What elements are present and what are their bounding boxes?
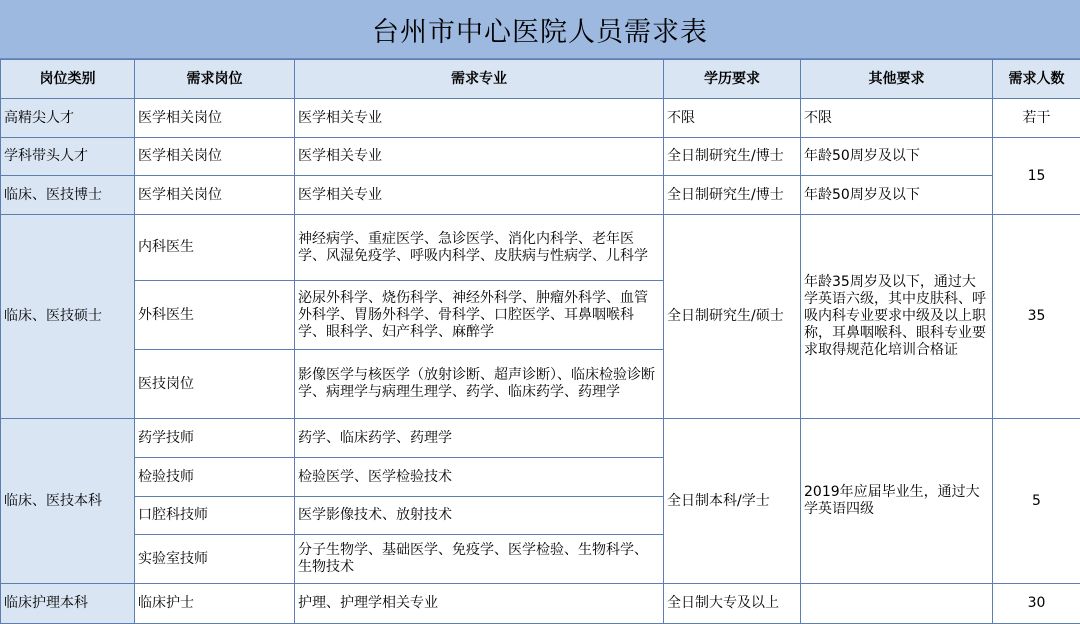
position-cell: 实验室技师 <box>135 535 295 584</box>
major-cell: 医学相关专业 <box>295 176 664 215</box>
page-title: 台州市中心医院人员需求表 <box>0 0 1080 59</box>
table-row <box>1 584 1080 624</box>
count-cell: 5 <box>993 419 1080 584</box>
education-cell: 全日制研究生/博士 <box>664 138 801 176</box>
table-row <box>1 99 1080 138</box>
major-cell: 医学相关专业 <box>295 138 664 176</box>
header-count: 需求人数 <box>993 60 1080 99</box>
header-row <box>1 60 1080 99</box>
position-cell: 医学相关岗位 <box>135 99 295 138</box>
other-cell <box>801 584 993 624</box>
other-cell: 2019年应届毕业生，通过大学英语四级 <box>801 419 993 584</box>
table-row <box>1 419 1080 458</box>
header-education: 学历要求 <box>664 60 801 99</box>
position-cell: 检验技师 <box>135 458 295 497</box>
category-cell: 临床、医技博士 <box>1 176 135 215</box>
position-cell: 外科医生 <box>135 281 295 350</box>
category-cell: 临床、医技硕士 <box>1 215 135 419</box>
count-cell: 15 <box>993 138 1080 215</box>
position-cell: 医学相关岗位 <box>135 138 295 176</box>
major-cell: 影像医学与核医学（放射诊断、超声诊断）、临床检验诊断学、病理学与病理生理学、药学、临床药学、药理学 <box>295 350 664 419</box>
header-position: 需求岗位 <box>135 60 295 99</box>
table-row <box>1 176 1080 215</box>
position-cell: 医技岗位 <box>135 350 295 419</box>
category-cell: 临床、医技本科 <box>1 419 135 584</box>
other-cell: 年龄35周岁及以下，通过大学英语六级，其中皮肤科、呼吸内科专业要求中级及以上职称，耳鼻咽喉科、眼科专业要求取得规范化培训合格证 <box>801 215 993 419</box>
count-cell: 若干 <box>993 99 1080 138</box>
major-cell: 神经病学、重症医学、急诊医学、消化内科学、老年医学、风湿免疫学、呼吸内科学、皮肤病与性病学、儿科学 <box>295 215 664 281</box>
position-cell: 药学技师 <box>135 419 295 458</box>
major-cell: 药学、临床药学、药理学 <box>295 419 664 458</box>
major-cell: 医学相关专业 <box>295 99 664 138</box>
header-major: 需求专业 <box>295 60 664 99</box>
category-cell: 学科带头人才 <box>1 138 135 176</box>
category-cell: 高精尖人才 <box>1 99 135 138</box>
header-category: 岗位类别 <box>1 60 135 99</box>
table-row <box>1 138 1080 176</box>
education-cell: 不限 <box>664 99 801 138</box>
category-cell: 临床护理本科 <box>1 584 135 624</box>
major-cell: 泌尿外科学、烧伤科学、神经外科学、肿瘤外科学、血管外科学、胃肠外科学、骨科学、口腔医学、耳鼻咽喉科学、眼科学、妇产科学、麻醉学 <box>295 281 664 350</box>
education-cell: 全日制本科/学士 <box>664 419 801 584</box>
count-cell: 30 <box>993 584 1080 624</box>
other-cell: 年龄50周岁及以下 <box>801 138 993 176</box>
education-cell: 全日制研究生/博士 <box>664 176 801 215</box>
requirements-table <box>0 59 1080 624</box>
table-row <box>1 215 1080 281</box>
position-cell: 医学相关岗位 <box>135 176 295 215</box>
major-cell: 护理、护理学相关专业 <box>295 584 664 624</box>
other-cell: 年龄50周岁及以下 <box>801 176 993 215</box>
position-cell: 内科医生 <box>135 215 295 281</box>
other-cell: 不限 <box>801 99 993 138</box>
major-cell: 分子生物学、基础医学、免疫学、医学检验、生物科学、生物技术 <box>295 535 664 584</box>
header-other: 其他要求 <box>801 60 993 99</box>
education-cell: 全日制研究生/硕士 <box>664 215 801 419</box>
position-cell: 临床护士 <box>135 584 295 624</box>
major-cell: 医学影像技术、放射技术 <box>295 497 664 535</box>
position-cell: 口腔科技师 <box>135 497 295 535</box>
education-cell: 全日制大专及以上 <box>664 584 801 624</box>
count-cell: 35 <box>993 215 1080 419</box>
major-cell: 检验医学、医学检验技术 <box>295 458 664 497</box>
